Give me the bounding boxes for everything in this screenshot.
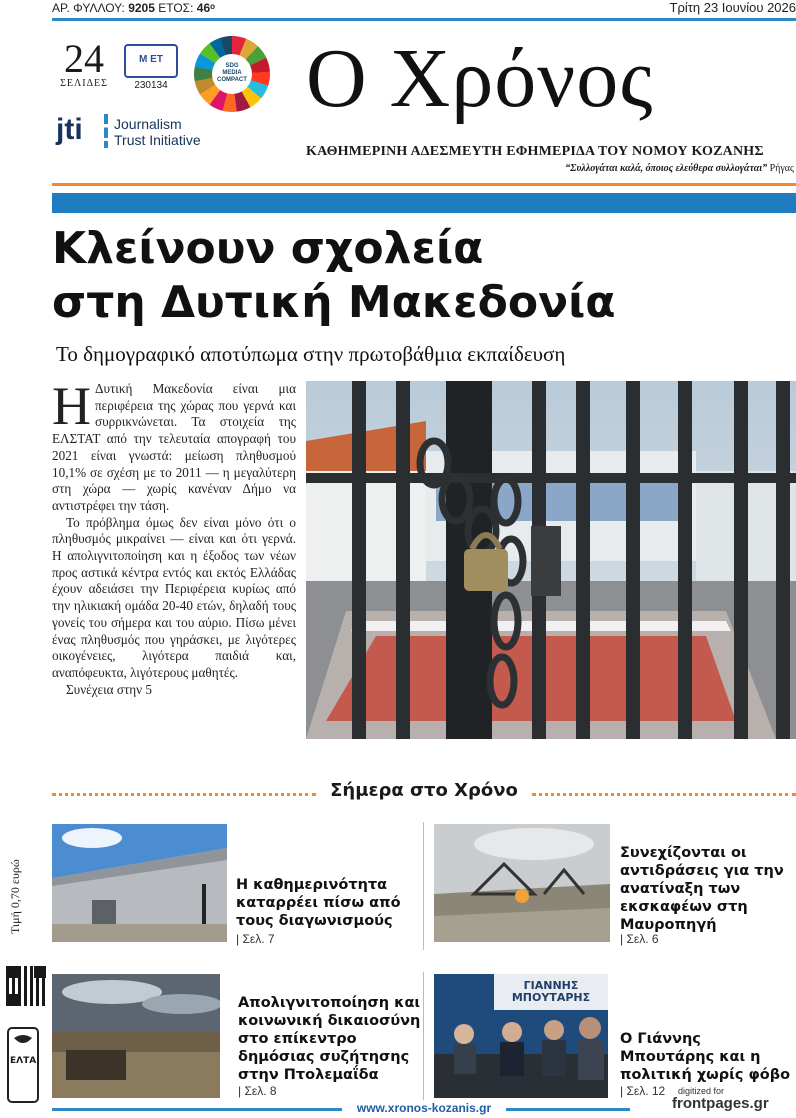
top-info-bar	[52, 0, 796, 16]
sdg-line-3: COMPACT	[217, 77, 247, 83]
lead-headline-line-1: Κλείνουν σχολεία	[52, 223, 484, 274]
website-link[interactable]: www.xronos-kozanis.gr	[356, 1101, 492, 1115]
newspaper-masthead: Ο Χρόνος	[306, 32, 654, 125]
footer-rule-left	[52, 1108, 342, 1111]
lead-headline-line-2: στη Δυτική Μακεδονία	[52, 277, 616, 328]
qr-code[interactable]	[6, 966, 46, 1006]
story-1-title: Η καθημερινότητα καταρρέει πίσω από τους διαγωνισμούς	[236, 877, 401, 929]
story-2-illustration	[434, 824, 610, 942]
story-4-page-ref: | Σελ. 12	[620, 1084, 666, 1098]
elta-label: ΕΛΤΑ	[10, 1056, 37, 1066]
story-2-photo	[434, 824, 610, 942]
issue-label: ΑΡ. ΦΥΛΛΟΥ:	[52, 1, 125, 15]
story-3-illustration	[52, 974, 220, 1098]
orange-rule	[52, 183, 796, 186]
quote-author: Ρήγας	[769, 163, 794, 174]
story-4-title: Ο Γιάννης Μπουτάρης και η πολιτική χωρίς φόβο	[620, 1031, 791, 1083]
frontpages-watermark	[672, 1086, 792, 1112]
drop-cap: Η	[52, 376, 91, 436]
year-number: 46	[196, 1, 211, 15]
watermark-line-1: digitized for	[678, 1086, 725, 1096]
column-divider-1	[423, 822, 424, 950]
section-title: Σήμερα στο Χρόνο	[330, 780, 518, 801]
story-card-2[interactable]	[434, 824, 796, 950]
column-divider-2	[423, 972, 424, 1100]
page-count-label: ΣΕΛΙΔΕΣ	[60, 78, 108, 89]
article-paragraph-1	[52, 376, 296, 515]
year-label: ΕΤΟΣ:	[158, 1, 194, 15]
met-registry-code: 230134	[134, 80, 168, 91]
top-rule	[52, 18, 796, 21]
elta-postal-logo	[6, 1026, 40, 1104]
story-1-illustration	[52, 824, 227, 942]
story-card-3[interactable]	[52, 974, 422, 1100]
locked-gate-illustration	[306, 381, 796, 739]
watermark-line-2: frontpages.gr	[672, 1095, 769, 1112]
quote-text: “Συλλογάται καλά, όποιος ελεύθερα συλλογάται”	[565, 163, 768, 174]
footer-rule-right	[506, 1108, 630, 1111]
ordinal-mark: ᵒ	[210, 1, 216, 15]
sdg-logo-text	[212, 54, 252, 94]
continued-link[interactable]: Συνέχεια στην 5	[66, 681, 153, 697]
issue-info	[52, 1, 215, 15]
cover-price: Τιμή 0,70 ευρώ	[8, 859, 22, 934]
lead-subheadline: Το δημογραφικό αποτύπωμα στην πρωτοβάθμια εκπαίδευση	[56, 342, 566, 366]
story-2-page-ref: | Σελ. 6	[620, 932, 659, 946]
sdg-line-2: MEDIA	[222, 70, 242, 76]
story-3-title: Απολιγνιτοποίηση και κοινωνική δικαιοσύνη στο επίκεντρο δημόσιας συζήτησης στην Πτολεμαΐδα	[238, 995, 421, 1083]
lead-article-body	[52, 376, 296, 698]
article-paragraph-1-text: Δυτική Μακεδονία είναι μια περιφέρεια της χώρας που γερνά και συρρικνώνεται. Τα στοιχεία της ΕΛΣΤΑΤ από την τελευταία απογραφή του 2021 είναι γνωστά: μείωση πληθυσμού 10,1% σε σχέση με το 2011 — η μεγαλύτερη στη χώρα — χωρίς κανέναν Δήμο να αντιστρέφει την τάση.	[52, 381, 296, 513]
story-card-1[interactable]	[52, 824, 422, 950]
section-dots-right	[532, 793, 796, 796]
sdg-line-1: SDG	[225, 63, 239, 69]
jti-line-1: Journalism	[114, 116, 182, 132]
publication-date: Τρίτη 23 Ιουνίου 2026	[669, 0, 796, 15]
section-header-today	[52, 780, 796, 806]
story-3-page-ref: | Σελ. 8	[238, 1084, 277, 1098]
page-count: 24	[64, 36, 104, 81]
story-4-photo-banner: ΓΙΑΝΝΗΣ ΜΠΟΥΤΑΡΗΣ	[511, 979, 591, 1004]
masthead-tagline: ΚΑΘΗΜΕΡΙΝΗ ΑΔΕΣΜΕΥΤΗ ΕΦΗΜΕΡΙΔΑ ΤΟΥ ΝΟΜΟΥ ΚΟΖΑΝΗΣ	[306, 144, 764, 159]
blue-banner-bar	[52, 193, 796, 213]
jti-logo-text	[114, 116, 201, 148]
met-registry-logo: Μ ΕΤ	[124, 44, 178, 78]
story-1-page-ref: | Σελ. 7	[236, 932, 275, 946]
story-card-4[interactable]	[434, 974, 796, 1100]
jti-logo-mark: jti	[56, 113, 83, 146]
story-1-photo	[52, 824, 227, 942]
article-paragraph-2: Το πρόβλημα όμως δεν είναι μόνο ότι ο πληθυσμός μικραίνει — είναι και ότι γερνά. Η απολιγνιτοποίηση και η έξοδος των νέων προς αστικά κέντρα εντός και εκτός Ελλάδας έχουν αδειάσει την Περιφέρεια κυρίως από την ηλικιακή ομάδα 20-40 ετών, δηλαδή τους γονείς του σήμερα και του αύριο. Πίσω μένει ένας πληθυσμός που γηράσκει, με λιγότερες οικογένειες, λιγότερα παιδιά και, αναπόφευκτα, λιγότερους μαθητές.	[52, 514, 296, 680]
story-2-title: Συνεχίζονται οι αντιδράσεις για την ανατίναξη των εκσκαφέων στη Μαυροπηγή	[620, 845, 784, 933]
jti-logo-bars	[104, 114, 108, 148]
issue-number: 9205	[128, 1, 155, 15]
story-3-photo	[52, 974, 220, 1098]
masthead-quote	[565, 163, 794, 174]
lead-headline[interactable]	[52, 222, 796, 330]
lead-photo-locked-school-gate	[306, 381, 796, 739]
page-count-badge	[54, 36, 114, 89]
story-4-photo	[434, 974, 608, 1098]
jti-line-2: Trust Initiative	[114, 132, 201, 148]
